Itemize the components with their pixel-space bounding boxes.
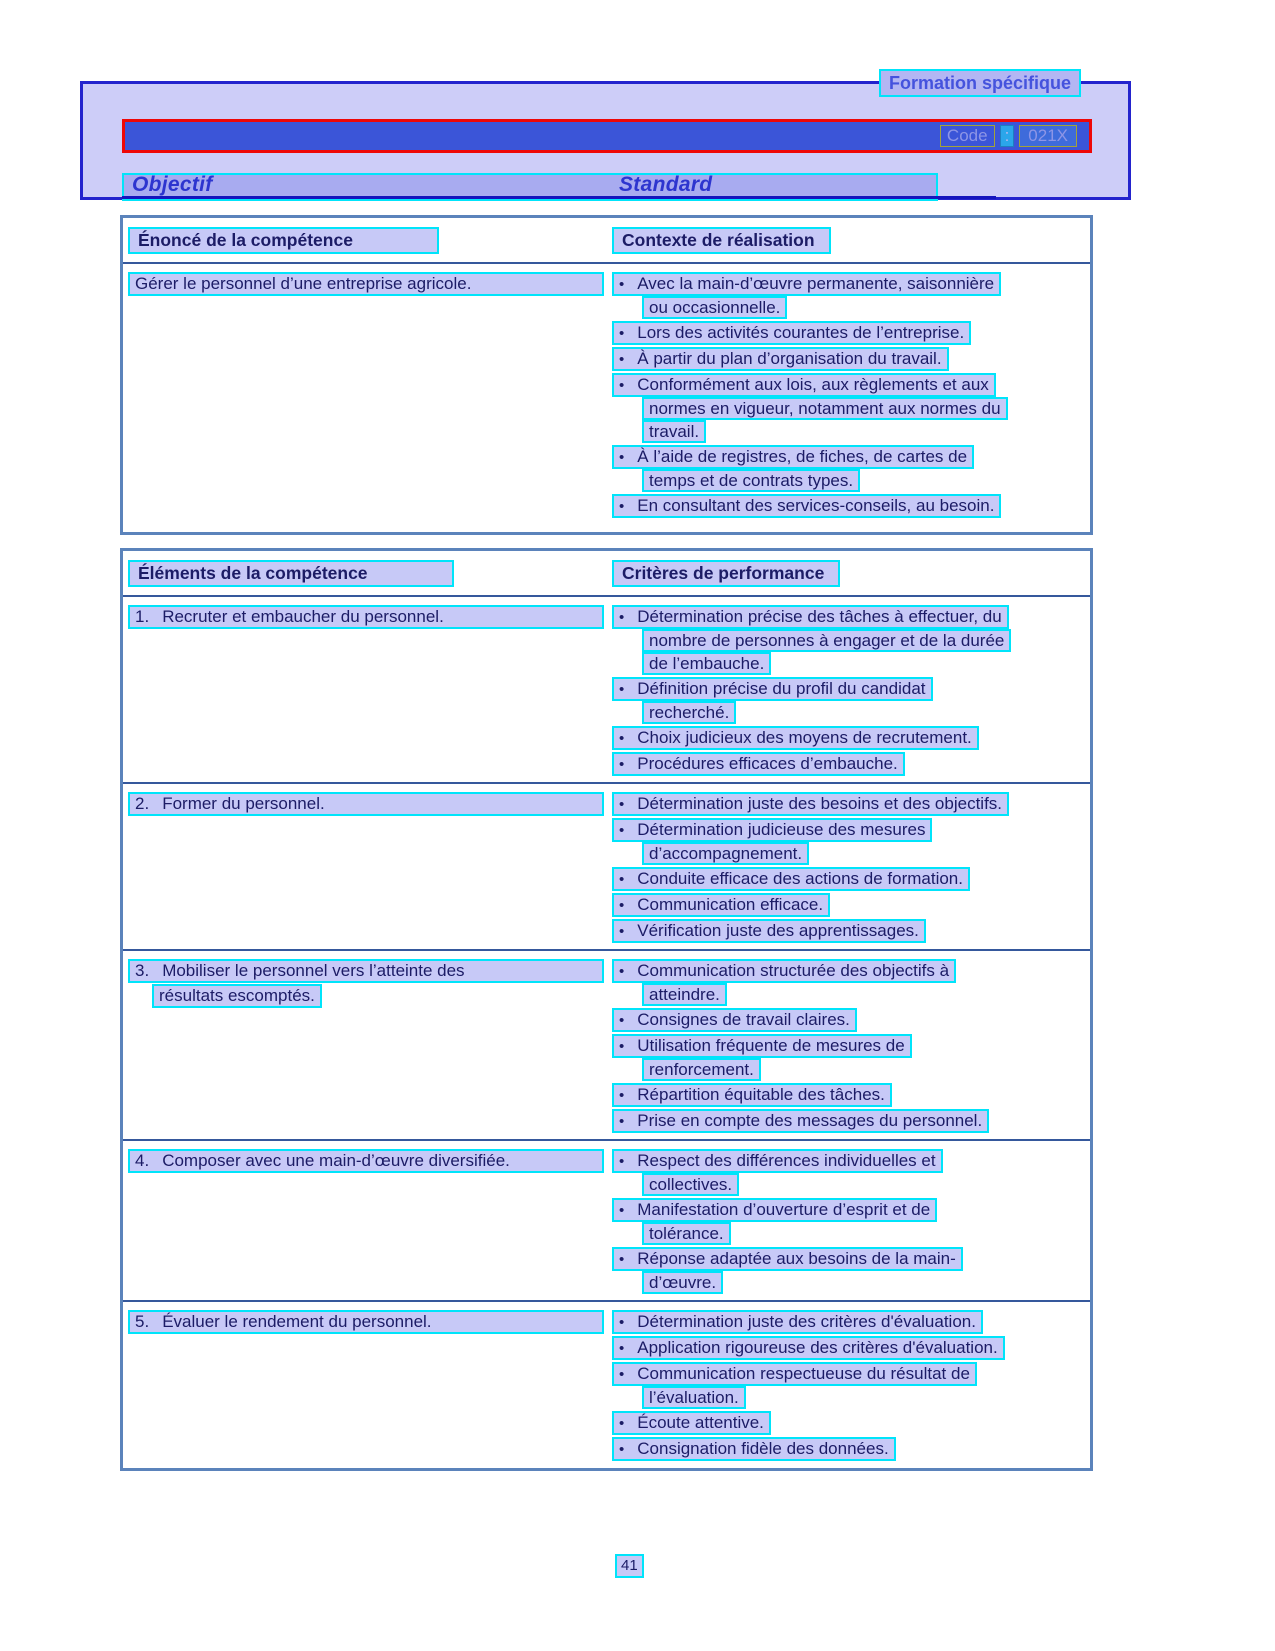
- criteria-line: [612, 347, 1090, 371]
- list-item: [612, 677, 1090, 724]
- text-highlight: • Détermination judicieuse des mesures: [612, 818, 932, 842]
- list-item: [612, 1362, 1090, 1409]
- criteria-line: [642, 420, 1090, 443]
- criteria-line: [642, 1058, 1090, 1081]
- text-highlight: • Consignes de travail claires.: [612, 1008, 857, 1032]
- text-highlight: • Consignation fidèle des données.: [612, 1437, 896, 1461]
- text-highlight: • Détermination juste des critères d'évaluation.: [612, 1310, 983, 1334]
- bullet-icon: •: [619, 1202, 625, 1219]
- header-cell-contexte: [612, 227, 1090, 254]
- criteria-line: [642, 1386, 1090, 1409]
- criteria-cell: [612, 272, 1090, 528]
- criteria-line: [612, 321, 1090, 345]
- text-highlight: • Communication efficace.: [612, 893, 830, 917]
- text-highlight: • Lors des activités courantes de l’entreprise.: [612, 321, 971, 345]
- criteria-list: [612, 1149, 1090, 1294]
- list-item: [612, 1034, 1090, 1081]
- item-number: 1.: [135, 607, 150, 626]
- list-item: [612, 1149, 1090, 1196]
- text-highlight: 1. Recruter et embaucher du personnel.: [128, 605, 604, 629]
- criteria-line: [612, 893, 1090, 917]
- criteria-line: [612, 494, 1090, 518]
- code-value: 021X: [1019, 125, 1077, 147]
- text-highlight: • Détermination précise des tâches à effectuer, du: [612, 605, 1009, 629]
- title-panel: [80, 81, 1131, 200]
- bullet-icon: •: [619, 1251, 625, 1268]
- text-highlight: • Communication respectueuse du résultat de: [612, 1362, 977, 1386]
- text-highlight: • À l’aide de registres, de fiches, de cartes de: [612, 445, 974, 469]
- criteria-line: [612, 605, 1090, 629]
- item-number: 3.: [135, 961, 150, 980]
- text-highlight: • En consultant des services-conseils, au besoin.: [612, 494, 1001, 518]
- criteria-line: [612, 1437, 1090, 1461]
- element-cell: [123, 605, 612, 778]
- text-highlight: • Avec la main-d’œuvre permanente, saisonnière: [612, 272, 1001, 296]
- text-highlight: 3. Mobiliser le personnel vers l’atteinte des: [128, 959, 604, 983]
- criteria-line: [612, 1083, 1090, 1107]
- criteria-line: [612, 752, 1090, 776]
- header-cell-criteres: [612, 560, 1090, 587]
- bullet-icon: •: [619, 377, 625, 394]
- text-highlight: • Respect des différences individuelles et: [612, 1149, 943, 1173]
- header-cell-enonce: [123, 227, 612, 254]
- element-cell: [123, 1149, 612, 1296]
- criteria-line: [612, 959, 1090, 983]
- code-separator: :: [1000, 125, 1015, 147]
- element-cell: [123, 1310, 612, 1464]
- criteria-line: [612, 1008, 1090, 1032]
- table-header-row: [123, 551, 1090, 597]
- item-continuation-line: [128, 983, 612, 1008]
- table-row: [123, 949, 1090, 1139]
- criteria-cell: [612, 605, 1090, 778]
- bullet-icon: •: [619, 276, 625, 293]
- criteria-list: [612, 959, 1090, 1133]
- list-item: [612, 373, 1090, 443]
- text-highlight: renforcement.: [642, 1058, 761, 1081]
- header-text: Critères de performance: [612, 560, 840, 587]
- list-item: [612, 792, 1090, 816]
- table-row: [123, 782, 1090, 949]
- text-highlight: • Écoute attentive.: [612, 1411, 771, 1435]
- bullet-icon: •: [619, 1153, 625, 1170]
- criteria-line: [612, 1362, 1090, 1386]
- text-highlight: nombre de personnes à engager et de la durée: [642, 629, 1011, 652]
- criteria-line: [642, 469, 1090, 492]
- text-highlight: 5. Évaluer le rendement du personnel.: [128, 1310, 604, 1334]
- text-highlight: • Utilisation fréquente de mesures de: [612, 1034, 912, 1058]
- objectif-standard-row: [122, 173, 938, 201]
- bullet-icon: •: [619, 1441, 625, 1458]
- text-highlight: • Communication structurée des objectifs à: [612, 959, 956, 983]
- list-item: [612, 1198, 1090, 1245]
- criteria-line: [612, 1198, 1090, 1222]
- list-item: [612, 321, 1090, 345]
- criteria-line: [642, 983, 1090, 1006]
- header-text: Éléments de la compétence: [128, 560, 454, 587]
- bullet-icon: •: [619, 449, 625, 466]
- criteria-line: [612, 818, 1090, 842]
- list-item: [612, 1247, 1090, 1294]
- text-highlight: tolérance.: [642, 1222, 731, 1245]
- text-highlight: collectives.: [642, 1173, 739, 1196]
- criteria-cell: [612, 1149, 1090, 1296]
- item-number: 5.: [135, 1312, 150, 1331]
- text-highlight: d’accompagnement.: [642, 842, 809, 865]
- criteria-line: [642, 629, 1090, 652]
- text-highlight: temps et de contrats types.: [642, 469, 860, 492]
- title-bar: [122, 119, 1092, 153]
- criteria-cell: [612, 792, 1090, 945]
- text-highlight: • Prise en compte des messages du personnel.: [612, 1109, 989, 1133]
- criteria-line: [612, 272, 1090, 296]
- text-highlight: • Détermination juste des besoins et des objectifs.: [612, 792, 1009, 816]
- text-highlight: travail.: [642, 420, 706, 443]
- header-text: Énoncé de la compétence: [128, 227, 439, 254]
- list-item: [612, 347, 1090, 371]
- list-item: [612, 893, 1090, 917]
- text-highlight: résultats escomptés.: [152, 984, 322, 1008]
- competence-table: [120, 215, 1093, 535]
- table-row: [123, 1139, 1090, 1300]
- bullet-icon: •: [619, 1012, 625, 1029]
- criteria-line: [642, 296, 1090, 319]
- section-header: [879, 69, 1081, 97]
- list-item: [612, 1310, 1090, 1334]
- elements-table: [120, 548, 1093, 1471]
- text-highlight: normes en vigueur, notamment aux normes du: [642, 397, 1008, 420]
- element-cell: [123, 959, 612, 1135]
- header-cell-elements: [123, 560, 612, 587]
- text-highlight: Gérer le personnel d’une entreprise agricole.: [128, 272, 604, 296]
- text-highlight: atteindre.: [642, 983, 727, 1006]
- list-item: [612, 818, 1090, 865]
- text-highlight: • Choix judicieux des moyens de recrutement.: [612, 726, 979, 750]
- bullet-icon: •: [619, 1113, 625, 1130]
- bullet-icon: •: [619, 681, 625, 698]
- text-highlight: • Réponse adaptée aux besoins de la main-: [612, 1247, 963, 1271]
- criteria-line: [612, 1149, 1090, 1173]
- bullet-icon: •: [619, 1415, 625, 1432]
- criteria-line: [612, 1336, 1090, 1360]
- criteria-line: [642, 1271, 1090, 1294]
- section-header-text: Formation spécifique: [879, 69, 1081, 97]
- criteria-list: [612, 1310, 1090, 1461]
- item-number: 4.: [135, 1151, 150, 1170]
- list-item: [612, 1083, 1090, 1107]
- list-item: [612, 752, 1090, 776]
- criteria-list: [612, 605, 1090, 776]
- page-number-text: 41: [615, 1554, 644, 1578]
- list-item: [612, 867, 1090, 891]
- text-highlight: • Manifestation d’ouverture d’esprit et de: [612, 1198, 937, 1222]
- criteria-line: [612, 1310, 1090, 1334]
- criteria-cell: [612, 1310, 1090, 1464]
- objectif-label: Objectif: [132, 173, 213, 196]
- standard-label: Standard: [619, 173, 713, 196]
- text-highlight: 2. Former du personnel.: [128, 792, 604, 816]
- text-highlight: 4. Composer avec une main-d’œuvre diversifiée.: [128, 1149, 604, 1173]
- list-item: [612, 1411, 1090, 1435]
- text-highlight: • Conduite efficace des actions de formation.: [612, 867, 970, 891]
- text-highlight: • Application rigoureuse des critères d'évaluation.: [612, 1336, 1005, 1360]
- table-header-row: [123, 218, 1090, 264]
- bullet-icon: •: [619, 351, 625, 368]
- criteria-line: [612, 792, 1090, 816]
- bullet-icon: •: [619, 325, 625, 342]
- list-item: [612, 1109, 1090, 1133]
- criteria-line: [612, 726, 1090, 750]
- text-highlight: • Répartition équitable des tâches.: [612, 1083, 892, 1107]
- text-highlight: d’œuvre.: [642, 1271, 723, 1294]
- bullet-icon: •: [619, 822, 625, 839]
- criteria-list: [612, 792, 1090, 943]
- text-highlight: recherché.: [642, 701, 736, 724]
- text-highlight: • Définition précise du profil du candidat: [612, 677, 933, 701]
- text-highlight: • Vérification juste des apprentissages.: [612, 919, 926, 943]
- criteria-line: [642, 701, 1090, 724]
- list-item: [612, 919, 1090, 943]
- text-highlight: de l’embauche.: [642, 652, 771, 675]
- bullet-icon: •: [619, 756, 625, 773]
- bullet-icon: •: [619, 796, 625, 813]
- list-item: [612, 272, 1090, 319]
- list-item: [612, 726, 1090, 750]
- criteria-line: [612, 1247, 1090, 1271]
- list-item: [612, 445, 1090, 492]
- bullet-icon: •: [619, 1087, 625, 1104]
- element-cell: [123, 272, 612, 528]
- criteria-line: [612, 867, 1090, 891]
- table-row: [123, 264, 1090, 532]
- header-text: Contexte de réalisation: [612, 227, 831, 254]
- list-item: [612, 605, 1090, 675]
- table-row: [123, 597, 1090, 782]
- criteria-line: [612, 919, 1090, 943]
- criteria-cell: [612, 959, 1090, 1135]
- criteria-line: [642, 1173, 1090, 1196]
- criteria-line: [612, 1411, 1090, 1435]
- bullet-icon: •: [619, 498, 625, 515]
- bullet-icon: •: [619, 730, 625, 747]
- bullet-icon: •: [619, 1314, 625, 1331]
- criteria-list: [612, 272, 1090, 518]
- list-item: [612, 1437, 1090, 1461]
- page-number: [615, 1554, 644, 1578]
- list-item: [612, 494, 1090, 518]
- text-highlight: • Procédures efficaces d’embauche.: [612, 752, 905, 776]
- bullet-icon: •: [619, 1366, 625, 1383]
- text-highlight: • À partir du plan d’organisation du travail.: [612, 347, 949, 371]
- criteria-line: [642, 842, 1090, 865]
- criteria-line: [612, 677, 1090, 701]
- bullet-icon: •: [619, 1340, 625, 1357]
- criteria-line: [642, 1222, 1090, 1245]
- criteria-line: [612, 373, 1090, 397]
- bullet-icon: •: [619, 1038, 625, 1055]
- list-item: [612, 1336, 1090, 1360]
- bullet-icon: •: [619, 923, 625, 940]
- text-highlight: • Conformément aux lois, aux règlements et aux: [612, 373, 996, 397]
- item-number: 2.: [135, 794, 150, 813]
- criteria-line: [612, 1109, 1090, 1133]
- criteria-line: [612, 445, 1090, 469]
- text-highlight: ou occasionnelle.: [642, 296, 787, 319]
- bullet-icon: •: [619, 609, 625, 626]
- criteria-line: [642, 652, 1090, 675]
- criteria-line: [612, 1034, 1090, 1058]
- table-row: [123, 1300, 1090, 1468]
- bullet-icon: •: [619, 963, 625, 980]
- bullet-icon: •: [619, 871, 625, 888]
- text-highlight: l’évaluation.: [642, 1386, 746, 1409]
- list-item: [612, 959, 1090, 1006]
- code-label: Code: [940, 125, 995, 147]
- element-cell: [123, 792, 612, 945]
- list-item: [612, 1008, 1090, 1032]
- bullet-icon: •: [619, 897, 625, 914]
- criteria-line: [642, 397, 1090, 420]
